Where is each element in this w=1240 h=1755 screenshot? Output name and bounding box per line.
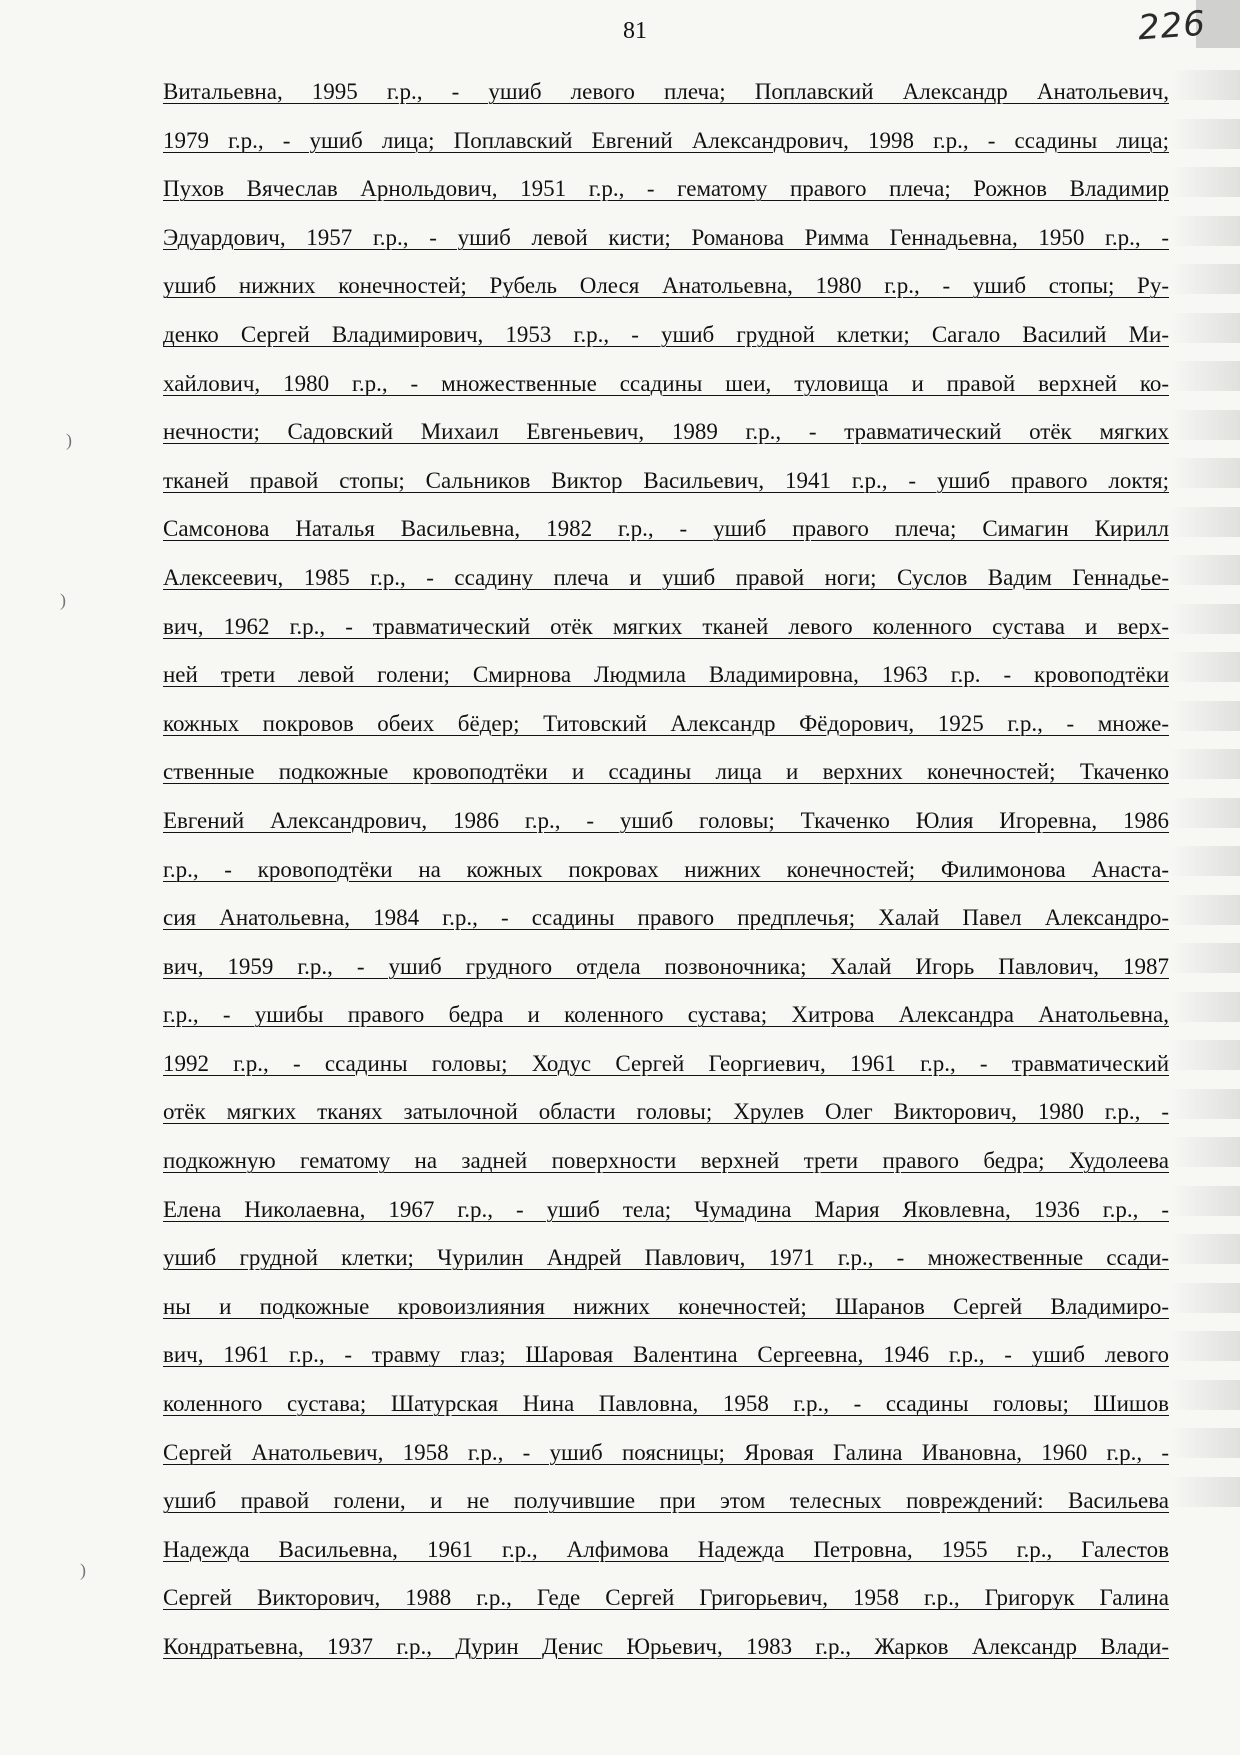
text-line: 1992 г.р., - ссадины головы; Ходус Сергей Георгиевич, 1961 г.р., - травматический	[163, 1050, 1169, 1076]
bleed-stripe	[1170, 361, 1240, 391]
text-line: вич, 1962 г.р., - травматический отёк мягких тканей левого коленного сустава и верх-	[163, 613, 1169, 639]
bleed-stripe	[1170, 798, 1240, 828]
text-line: Евгений Александрович, 1986 г.р., - ушиб головы; Ткаченко Юлия Игоревна, 1986	[163, 807, 1169, 833]
bleed-stripe	[1170, 1331, 1240, 1361]
text-line: Самсонова Наталья Васильевна, 1982 г.р., - ушиб правого плеча; Симагин Кирилл	[163, 516, 1169, 542]
handwritten-sheet-number: 226	[1136, 3, 1208, 49]
text-line: Елена Николаевна, 1967 г.р., - ушиб тела; Чумадина Мария Яковлевна, 1936 г.р., -	[163, 1196, 1169, 1222]
bleed-stripe	[1170, 1428, 1240, 1458]
text-line: вич, 1959 г.р., - ушиб грудного отдела позвоночника; Халай Игорь Павлович, 1987	[163, 953, 1169, 979]
bleed-stripe	[1170, 846, 1240, 876]
text-line: подкожную гематому на задней поверхности верхней трети правого бедра; Худолеева	[163, 1148, 1169, 1174]
bleed-stripe	[1170, 1234, 1240, 1264]
text-line: Сергей Анатольевич, 1958 г.р., - ушиб поясницы; Яровая Галина Ивановна, 1960 г.р., -	[163, 1439, 1169, 1465]
text-line: ны и подкожные кровоизлияния нижних конечностей; Шаранов Сергей Владимиро-	[163, 1293, 1169, 1319]
bleed-stripe	[1170, 1137, 1240, 1167]
text-line: Эдуардович, 1957 г.р., - ушиб левой кисти; Романова Римма Геннадьевна, 1950 г.р., -	[163, 224, 1169, 250]
margin-mark: )	[80, 1560, 86, 1580]
bleed-stripe	[1170, 701, 1240, 731]
bleed-stripe	[1170, 1380, 1240, 1410]
bleed-stripe	[1170, 507, 1240, 537]
text-line: коленного сустава; Шатурская Нина Павловна, 1958 г.р., - ссадины головы; Шишов	[163, 1391, 1169, 1417]
text-line: ственные подкожные кровоподтёки и ссадины лица и верхних конечностей; Ткаченко	[163, 759, 1169, 785]
bleed-through-texture	[1170, 70, 1240, 1570]
text-line: денко Сергей Владимирович, 1953 г.р., - ушиб грудной клетки; Сагало Василий Ми-	[163, 321, 1169, 347]
text-line: ней трети левой голени; Смирнова Людмила Владимировна, 1963 г.р. - кровоподтёки	[163, 662, 1169, 688]
bleed-stripe	[1170, 555, 1240, 585]
text-line: хайлович, 1980 г.р., - множественные ссадины шеи, туловища и правой верхней ко-	[163, 370, 1169, 396]
text-line: Витальевна, 1995 г.р., - ушиб левого плеча; Поплавский Александр Анатольевич,	[163, 79, 1169, 104]
bleed-stripe	[1170, 1040, 1240, 1070]
bleed-stripe	[1170, 119, 1240, 149]
text-line: ушиб грудной клетки; Чурилин Андрей Павлович, 1971 г.р., - множественные ссади-	[163, 1245, 1169, 1271]
margin-mark: )	[66, 430, 72, 450]
bleed-stripe	[1170, 895, 1240, 925]
bleed-stripe	[1170, 410, 1240, 440]
text-line: нечности; Садовский Михаил Евгеньевич, 1989 г.р., - травматический отёк мягких	[163, 419, 1169, 445]
text-line: г.р., - кровоподтёки на кожных покровах нижних конечностей; Филимонова Анаста-	[163, 856, 1169, 882]
text-line: вич, 1961 г.р., - травму глаз; Шаровая Валентина Сергеевна, 1946 г.р., - ушиб левого	[163, 1342, 1169, 1368]
bleed-stripe	[1170, 264, 1240, 294]
bleed-stripe	[1170, 167, 1240, 197]
bleed-stripe	[1170, 604, 1240, 634]
text-line: Надежда Васильевна, 1961 г.р., Алфимова Надежда Петровна, 1955 г.р., Галестов	[163, 1536, 1169, 1562]
text-line: Алексеевич, 1985 г.р., - ссадину плеча и ушиб правой ноги; Суслов Вадим Геннадье-	[163, 564, 1169, 590]
text-line: Пухов Вячеслав Арнольдович, 1951 г.р., - гематому правого плеча; Рожнов Владимир	[163, 176, 1169, 202]
text-line: сия Анатольевна, 1984 г.р., - ссадины правого предплечья; Халай Павел Александро-	[163, 905, 1169, 931]
bleed-stripe	[1170, 1186, 1240, 1216]
bleed-stripe	[1170, 216, 1240, 246]
text-line: г.р., - ушибы правого бедра и коленного сустава; Хитрова Александра Анатольевна,	[163, 1002, 1169, 1028]
bleed-stripe	[1170, 313, 1240, 343]
text-line: кожных покровов обеих бёдер; Титовский Александр Фёдорович, 1925 г.р., - множе-	[163, 710, 1169, 736]
text-line: Кондратьевна, 1937 г.р., Дурин Денис Юрьевич, 1983 г.р., Жарков Александр Влади-	[163, 1634, 1169, 1659]
text-line: ушиб нижних конечностей; Рубель Олеся Анатольевна, 1980 г.р., - ушиб стопы; Ру-	[163, 273, 1169, 299]
bleed-stripe	[1170, 943, 1240, 973]
bleed-stripe	[1170, 70, 1240, 100]
bleed-stripe	[1170, 1283, 1240, 1313]
bleed-stripe	[1170, 1089, 1240, 1119]
page-number: 81	[623, 18, 647, 44]
margin-mark: )	[60, 590, 66, 610]
document-body	[163, 68, 1169, 1672]
bleed-stripe	[1170, 458, 1240, 488]
bleed-stripe	[1170, 652, 1240, 682]
bleed-stripe	[1170, 749, 1240, 779]
text-line: отёк мягких тканях затылочной области головы; Хрулев Олег Викторович, 1980 г.р., -	[163, 1099, 1169, 1125]
text-line: тканей правой стопы; Сальников Виктор Васильевич, 1941 г.р., - ушиб правого локтя;	[163, 467, 1169, 493]
bleed-stripe	[1170, 992, 1240, 1022]
bleed-stripe	[1170, 1477, 1240, 1507]
text-line: Сергей Викторович, 1988 г.р., Геде Сергей Григорьевич, 1958 г.р., Григорук Галина	[163, 1585, 1169, 1611]
text-line: ушиб правой голени, и не получившие при этом телесных повреждений: Васильева	[163, 1488, 1169, 1514]
text-line: 1979 г.р., - ушиб лица; Поплавский Евгений Александрович, 1998 г.р., - ссадины лица;	[163, 127, 1169, 153]
